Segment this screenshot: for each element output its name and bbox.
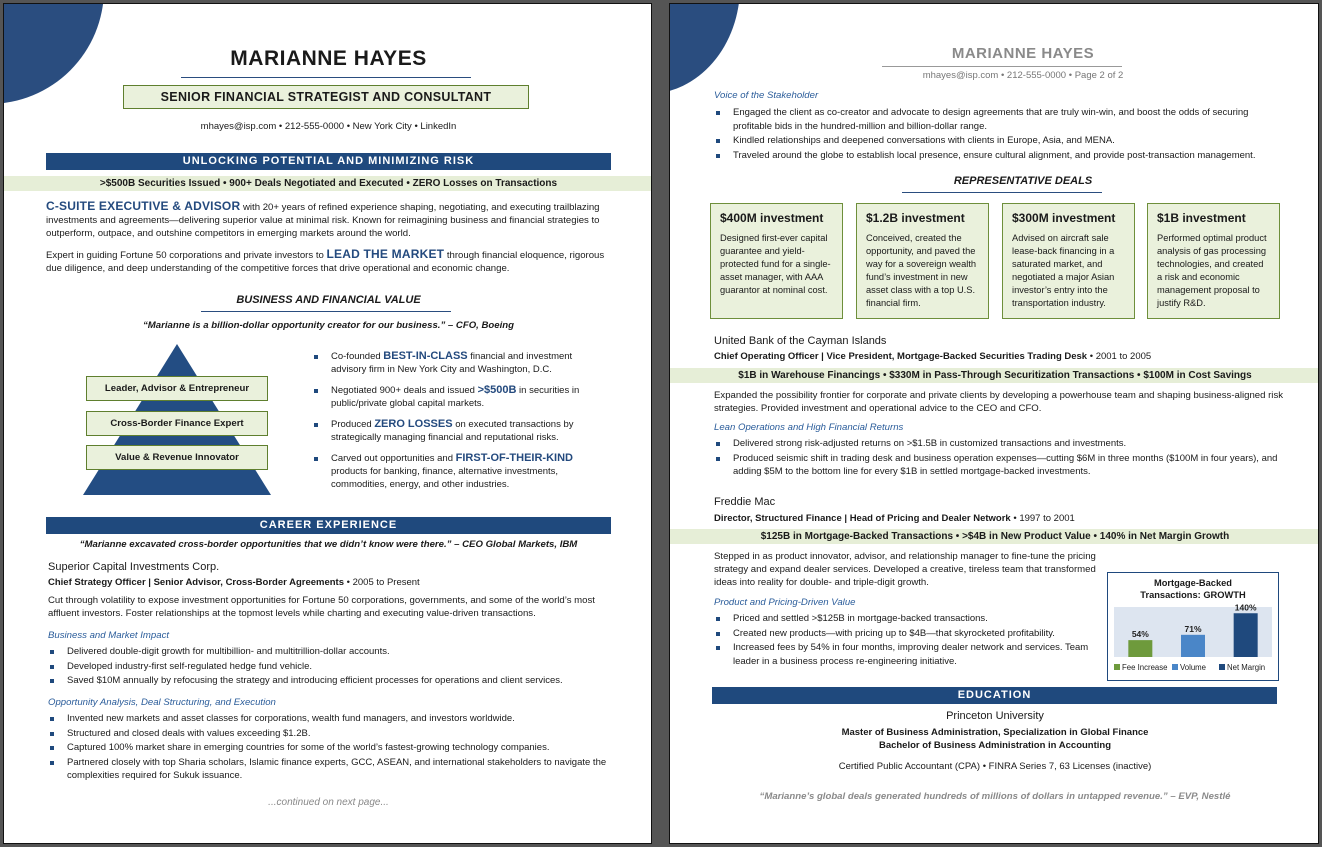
deal-title: $1.2B investment — [866, 211, 965, 225]
chart-legend-entry — [1219, 663, 1265, 672]
school-name: Princeton University — [946, 710, 1044, 722]
boeing-quote: “Marianne is a billion-dollar opportunity creator for our business.” – CFO, Boeing — [143, 320, 514, 331]
chart-bar-net-margin — [1234, 613, 1258, 657]
ubc-highlights-strip: $1B in Warehouse Financings • $330M in Pass-Through Securitization Transactions • $100M in Cost Savings — [670, 368, 1319, 383]
chart-legend-label: Net Margin — [1227, 663, 1266, 672]
subhead-voice-of-stakeholder: Voice of the Stakeholder — [714, 90, 819, 101]
degree-mba: Master of Business Administration, Specialization in Global Finance — [841, 727, 1149, 738]
list-item: Captured 100% market share in emerging countries for some of the world’s fastest-growing technology companies. — [48, 741, 618, 755]
deals-title-underline — [902, 192, 1102, 193]
employer-ubc: United Bank of the Cayman Islands — [714, 335, 887, 347]
chart-bar-fee-increase — [1128, 640, 1152, 657]
ibm-quote: “Marianne excavated cross-border opportunities that we didn’t know were there.” – CEO Global Markets, IBM — [79, 539, 578, 550]
list-item: Delivered double-digit growth for multibillion- and multitrillion-dollar accounts. — [48, 645, 618, 659]
employer-freddie-mac: Freddie Mac — [714, 496, 776, 508]
growth-chart — [1107, 572, 1279, 681]
list-item: Delivered strong risk-adjusted returns on >$1.5B in customized transactions and investments. — [714, 437, 1284, 451]
professional-title: SENIOR FINANCIAL STRATEGIST AND CONSULTANT — [123, 85, 529, 109]
list-item: Created new products—with pricing up to $4B—that skyrocketed profitability. — [714, 627, 1099, 641]
chart-legend-label: Volume — [1180, 663, 1207, 672]
expertise-text-b: through financial eloquence, rigorous due diligence, and deep understanding of the competitive forces that drive operational and economic change. — [46, 250, 605, 274]
value-bullets — [312, 350, 590, 499]
header-underline — [882, 66, 1122, 67]
banner-career-experience: CAREER EXPERIENCE — [46, 517, 611, 534]
deals-section-title: REPRESENTATIVE DEALS — [953, 175, 1093, 187]
pyramid-level-3: Value & Revenue Innovator — [86, 445, 268, 470]
summary-lead: C-SUITE EXECUTIVE & ADVISOR — [46, 199, 241, 213]
nestle-quote: “Marianne’s global deals generated hundreds of millions of dollars in untapped revenue.” – EVP, Nestlé — [759, 791, 1231, 802]
deal-description: Advised on aircraft sale lease-back financing in a saturated market, and negotiated a major Asian investor’s entry into the transportation industry. — [1012, 233, 1115, 308]
employer-superior-capital: Superior Capital Investments Corp. — [48, 561, 220, 573]
chart-legend-entry — [1114, 663, 1168, 672]
list-item: Carved out opportunities and FIRST-OF-THEIR-KIND products for banking, finance, alternative investments, commodities, energy, and other industries. — [312, 452, 590, 491]
highlights-strip: >$500B Securities Issued • 900+ Deals Negotiated and Executed • ZERO Losses on Transactions — [4, 176, 652, 191]
expertise-text-a: Expert in guiding Fortune 50 corporations and private investors to — [46, 250, 327, 261]
name-underline — [181, 77, 471, 78]
expertise-highlight: LEAD THE MARKET — [326, 247, 445, 261]
freddie-description: Stepped in as product innovator, advisor, and relationship manager to fine-tune the pricing strategy and expand dealer services. Developed a creative, tireless team that transformed ideas into reality for double- and triple-digit growth. — [714, 551, 1096, 588]
chart-data-label: 54% — [1131, 629, 1149, 640]
opportunity-bullets — [48, 712, 618, 784]
value-section-title: BUSINESS AND FINANCIAL VALUE — [236, 294, 421, 306]
deal-title: $1B investment — [1157, 211, 1246, 225]
ubc-description: Expanded the possibility frontier for corporate and private clients by developing a powerhouse team and shaping business-aligned risk strategies. Provided investment and operational advice to the CEO and CFO. — [714, 390, 1284, 414]
banner-unlocking-potential: UNLOCKING POTENTIAL AND MINIMIZING RISK — [46, 153, 611, 170]
list-item: Negotiated 900+ deals and issued >$500B in securities in public/private global capital markets. — [312, 384, 590, 410]
resume-page-2 — [669, 3, 1319, 844]
list-item: Structured and closed deals with values exceeding $1.2B. — [48, 727, 618, 741]
chart-legend-entry — [1172, 663, 1206, 672]
chart-bar-volume — [1181, 635, 1205, 657]
role-line-ubc: Chief Operating Officer | Vice President, Mortgage-Backed Securities Trading Desk • 2001 to 2005 — [714, 351, 1152, 362]
list-item: Saved $10M annually by refocusing the strategy and introducing efficient processes for operations and client services. — [48, 674, 618, 688]
subhead-product-pricing: Product and Pricing-Driven Value — [714, 597, 856, 608]
list-item: Invented new markets and asset classes for corporations, wealth fund managers, and investors worldwide. — [48, 712, 618, 726]
role-line: Chief Strategy Officer | Senior Advisor, Cross-Border Agreements • 2005 to Present — [48, 577, 420, 588]
chart-legend-label: Fee Increase — [1122, 663, 1168, 672]
deal-card-1b — [1147, 203, 1280, 319]
list-item: Produced seismic shift in trading desk and business operation expenses—cutting $6M in three months ($100M in four years), and adding $5M to the bottom line for every $1B in settled mortgage-backed investments. — [714, 452, 1284, 479]
chart-legend-swatch — [1114, 664, 1120, 670]
list-item: Co-founded BEST-IN-CLASS financial and investment advisory firm in New York City and Washington, D.C. — [312, 350, 590, 376]
contact-line: mhayes@isp.com • 212-555-0000 • New York City • LinkedIn — [200, 121, 457, 132]
deal-card-300m — [1002, 203, 1135, 319]
list-item: Produced ZERO LOSSES on executed transactions by strategically managing financial and reputational risks. — [312, 418, 590, 444]
candidate-name: MARIANNE HAYES — [230, 47, 427, 70]
deal-description: Conceived, created the opportunity, and paved the way for a sovereign wealth fund’s investment in new asset class with a top U.S. financial firm. — [866, 233, 977, 308]
deal-card-1-2b — [856, 203, 989, 319]
deal-card-400m — [710, 203, 843, 319]
summary-paragraph — [46, 200, 614, 240]
subhead-opportunity-analysis: Opportunity Analysis, Deal Structuring, and Execution — [48, 697, 276, 708]
list-item: Partnered closely with top Sharia scholars, Islamic finance experts, GCC, ASEAN, and international stakeholders to navigate the complexities required for Sukuk issuance. — [48, 756, 618, 783]
business-impact-bullets — [48, 645, 618, 689]
deal-description: Designed first-ever capital guarantee and yield-protected fund for a single-asset manager, with AAA guarantor at nominal cost. — [720, 233, 831, 295]
degree-bba: Bachelor of Business Administration in Accounting — [878, 740, 1112, 751]
contact-line: mhayes@isp.com • 212-555-0000 • Page 2 of 2 — [922, 70, 1124, 81]
list-item: Engaged the client as co-creator and advocate to design agreements that are truly win-win, and boost the odds of securing profitable bids in the hundred-million and billion-dollar range. — [714, 106, 1284, 133]
chart-data-label: 140% — [1234, 602, 1257, 613]
list-item: Priced and settled >$125B in mortgage-backed transactions. — [714, 612, 1099, 626]
freddie-highlights-strip: $125B in Mortgage-Backed Transactions • >$4B in New Product Value • 140% in Net Margin Growth — [670, 529, 1319, 544]
chart-legend-swatch — [1172, 664, 1178, 670]
value-title-underline — [201, 311, 451, 312]
voice-bullets — [714, 106, 1284, 163]
subhead-business-impact: Business and Market Impact — [48, 630, 170, 641]
list-item: Increased fees by 54% in four months, improving dealer network and services. Team leader in a business process re-engineering initiative. — [714, 641, 1099, 668]
certifications: Certified Public Accountant (CPA) • FINRA Series 7, 63 Licenses (inactive) — [838, 761, 1152, 772]
expertise-paragraph — [46, 248, 614, 275]
resume-page-1 — [3, 3, 652, 844]
summary-text: with 20+ years of refined experience shaping, negotiating, and executing trailblazing investments and agreements—delivering superior value at minimal risk. Known for reimagining business and financial strategies to outperform, outpace, and outshine competitors in emerging markets around the world. — [46, 202, 600, 239]
deal-title: $400M investment — [720, 211, 824, 225]
freddie-bullets — [714, 612, 1099, 669]
subhead-lean-operations: Lean Operations and High Financial Returns — [714, 422, 904, 433]
list-item: Kindled relationships and deepened conversations with clients in Europe, Asia, and MENA. — [714, 134, 1284, 148]
chart-data-label: 71% — [1184, 623, 1202, 634]
list-item: Developed industry-first self-regulated hedge fund vehicle. — [48, 660, 618, 674]
chart-title: Mortgage-Backed Transactions: GROWTH — [1140, 578, 1246, 600]
pyramid-level-1: Leader, Advisor & Entrepreneur — [86, 376, 268, 401]
pyramid-level-2: Cross-Border Finance Expert — [86, 411, 268, 436]
chart-plot — [1108, 573, 1278, 680]
deal-title: $300M investment — [1012, 211, 1116, 225]
continued-note: ...continued on next page... — [268, 797, 389, 808]
deal-description: Performed optimal product analysis of gas processing technologies, and created a risk and economic management proposal to justify R&D. — [1157, 233, 1267, 308]
role-line-freddie: Director, Structured Finance | Head of Pricing and Dealer Network • 1997 to 2001 — [714, 513, 1075, 524]
ubc-bullets — [714, 437, 1284, 480]
banner-education: EDUCATION — [712, 687, 1277, 704]
list-item: Traveled around the globe to establish local presence, ensure cultural alignment, and provide post-transaction management. — [714, 149, 1284, 163]
role-description: Cut through volatility to expose investment opportunities for Fortune 50 corporations, governments, and some of the world’s most affluent investors. Foster relationships at the topmost levels while charting and executing value-driven transactions. — [48, 595, 595, 619]
chart-legend-swatch — [1219, 664, 1225, 670]
candidate-name-header: MARIANNE HAYES — [951, 45, 1095, 62]
